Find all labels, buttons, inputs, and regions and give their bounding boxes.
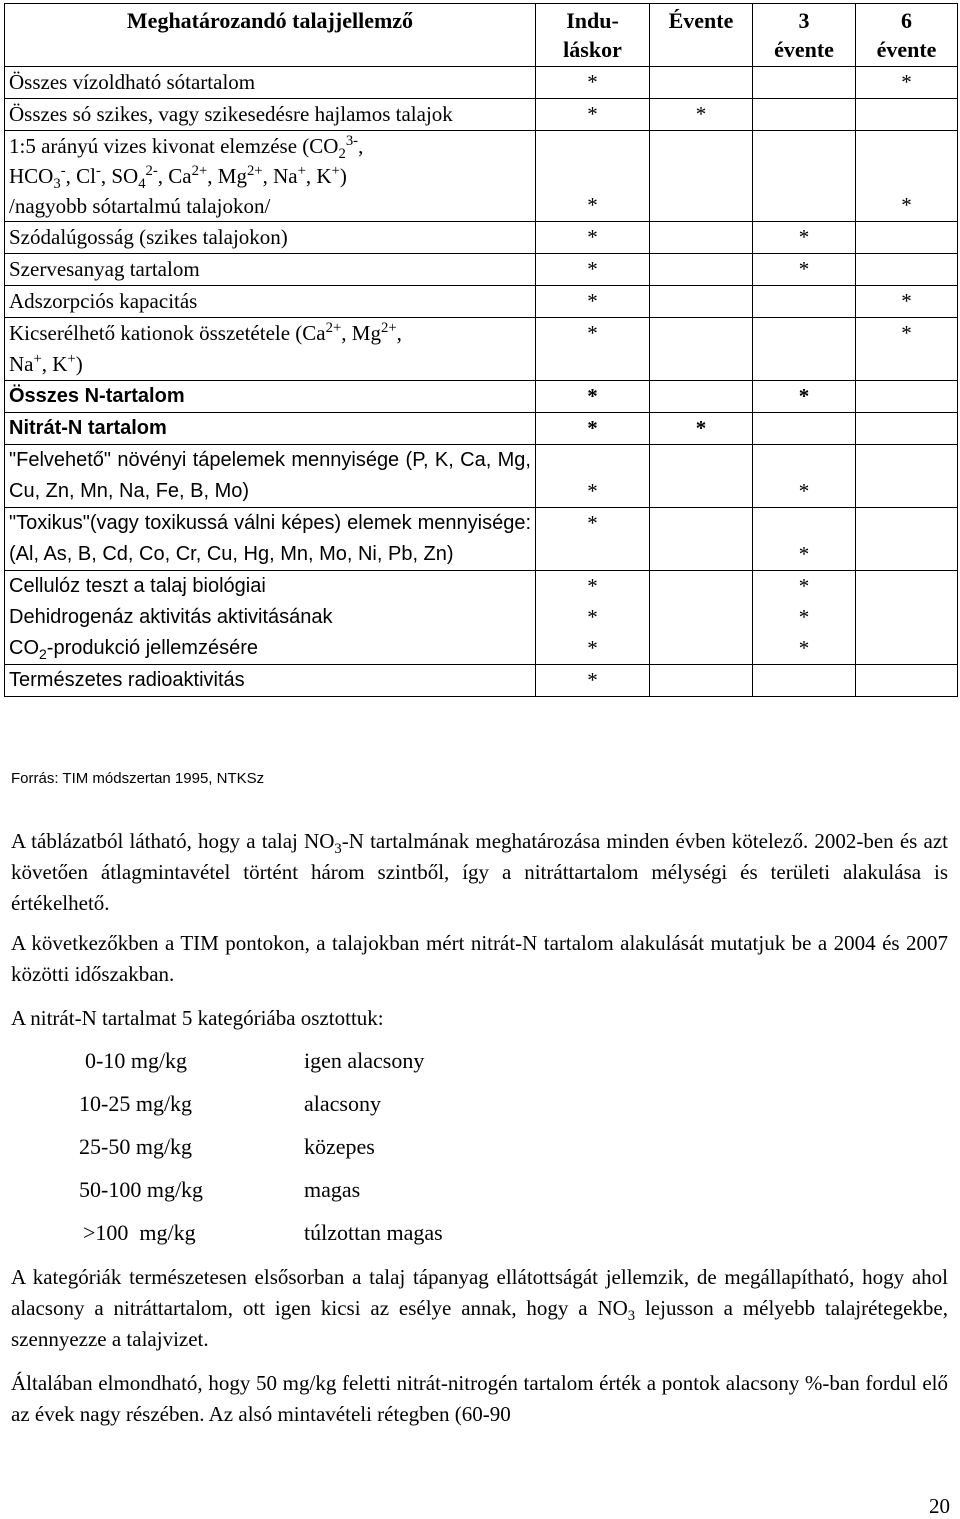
header-parameter: Meghatározandó talajjellemző — [5, 4, 536, 67]
table-header-row — [5, 4, 958, 67]
row-label: Kicserélhető kationok összetétele ($Ca^{2+}$, $Mg^{2+}$, Na+, K+) — [5, 318, 536, 381]
cell-initial: * — [536, 413, 650, 445]
cell-initial: * — [536, 254, 650, 286]
paragraph-2: A következőkben a TIM pontokon, a talajokban mért nitrát-N tartalom alakulását mutatjuk be a 2004 és 2007 közötti időszakban. — [11, 931, 948, 986]
table-row — [5, 254, 958, 286]
paragraph-5: Általában elmondható, hogy 50 mg/kg feletti nitrát-nitrogén tartalom érték a pontok alacsony %-ban fordul elő az évek nagy részében. Az alsó mintavételi rétegben (60-90 — [11, 1371, 948, 1426]
table-row — [5, 131, 958, 222]
table-row — [5, 508, 958, 571]
paragraph-4: A kategóriák természetesen elsősorban a talaj tápanyag ellátottságát jellemzik, de megállapítható, hogy ahol alacsony a nitráttartalom, ott igen kicsi az esélye annak, hogy a $NO_3$ lejusson a mélyebb talajrétegekbe, szennyezze a talajvizet. — [11, 1265, 948, 1351]
row-label: Adszorpciós kapacitás — [5, 286, 536, 318]
cell-yearly — [650, 131, 753, 222]
cell-yearly — [650, 222, 753, 254]
cell-initial: * — [536, 381, 650, 413]
table-row — [5, 286, 958, 318]
cell-initial: * — [536, 445, 650, 508]
soil-parameters-table — [4, 3, 958, 697]
category-range: 0-10 mg/kg — [85, 1048, 188, 1073]
cell-initial: * — [536, 318, 650, 381]
cell-yearly — [650, 665, 753, 697]
row-label: Összes vízoldható sótartalom — [5, 67, 536, 99]
paragraph-3: A nitrát-N tartalmat 5 kategóriába osztottuk: — [11, 1006, 384, 1030]
category-label: magas — [304, 1177, 361, 1202]
cell-6-yearly — [856, 254, 958, 286]
header-initial: Indu- láskor — [536, 4, 650, 67]
header-6-yearly: 6 évente — [856, 4, 958, 67]
cell-6-yearly: * — [856, 318, 958, 381]
table-row — [5, 99, 958, 131]
cell-6-yearly — [856, 222, 958, 254]
row-label: Összes só szikes, vagy szikesedésre hajlamos talajok — [5, 99, 536, 131]
category-label: túlzottan magas — [304, 1220, 443, 1245]
cell-initial: * — [536, 286, 650, 318]
cell-6-yearly — [856, 99, 958, 131]
cell-initial: * — [536, 222, 650, 254]
cell-yearly — [650, 318, 753, 381]
cell-3-yearly: * * * — [753, 571, 856, 665]
row-label: Cellulóz teszt a talaj biológiai Dehidrogenáz aktivitás aktivitásának $CO_2$-produkció jellemzésére — [5, 571, 536, 665]
table-row — [5, 222, 958, 254]
table-row — [5, 67, 958, 99]
cell-yearly — [650, 286, 753, 318]
cell-yearly — [650, 254, 753, 286]
table-row — [5, 318, 958, 381]
cell-6-yearly: * — [856, 131, 958, 222]
table-row — [5, 571, 958, 665]
cell-6-yearly: * — [856, 286, 958, 318]
row-label: Szódalúgosság (szikes talajokon) — [5, 222, 536, 254]
table-row — [5, 413, 958, 445]
cell-initial: * — [536, 131, 650, 222]
category-range: 50-100 mg/kg — [79, 1177, 204, 1202]
row-label: Összes N-tartalom — [5, 381, 536, 413]
cell-6-yearly — [856, 413, 958, 445]
paragraph-1: A táblázatból látható, hogy a talaj $NO_3-N$ tartalmának meghatározása minden évben kötelező. 2002-ben és azt követően átlagmintavétel történt három szintből, így a nitráttartalom mélységi és területi alakulása is értékelhető. — [11, 829, 949, 915]
cell-3-yearly: * — [753, 508, 856, 571]
category-label: alacsony — [304, 1091, 381, 1116]
cell-initial: * * * — [536, 571, 650, 665]
cell-yearly — [650, 67, 753, 99]
table-row — [5, 665, 958, 697]
category-range: 25-50 mg/kg — [79, 1134, 193, 1159]
cell-yearly: * — [650, 413, 753, 445]
cell-yearly — [650, 571, 753, 665]
table-row — [5, 445, 958, 508]
cell-initial: * — [536, 67, 650, 99]
cell-3-yearly — [753, 286, 856, 318]
cell-3-yearly — [753, 67, 856, 99]
category-range: >100 mg/kg — [83, 1220, 196, 1245]
table-source-note: Forrás: TIM módszertan 1995, NTKSz — [11, 770, 265, 787]
cell-initial: * — [536, 665, 650, 697]
cell-3-yearly: * — [753, 445, 856, 508]
category-label: közepes — [304, 1134, 375, 1159]
row-label: Természetes radioaktivitás — [5, 665, 536, 697]
cell-3-yearly: * — [753, 254, 856, 286]
cell-6-yearly: * — [856, 67, 958, 99]
cell-yearly — [650, 508, 753, 571]
cell-3-yearly — [753, 99, 856, 131]
cell-6-yearly — [856, 665, 958, 697]
cell-3-yearly: * — [753, 381, 856, 413]
cell-yearly — [650, 445, 753, 508]
cell-3-yearly: * — [753, 222, 856, 254]
header-3-yearly: 3 évente — [753, 4, 856, 67]
header-yearly: Évente — [650, 4, 753, 67]
row-label: 1:5 arányú vizes kivonat elemzése ($CO_2^{3-}$, $HCO_3^-$, Cl-, $SO_4^{2-}$, $Ca^{2+}$, $Mg^{2+}$, Na+, K+) /nagyobb sótartalmú talajokon/ — [5, 131, 536, 222]
cell-3-yearly — [753, 665, 856, 697]
row-label: Szervesanyag tartalom — [5, 254, 536, 286]
table-row — [5, 381, 958, 413]
cell-yearly — [650, 381, 753, 413]
cell-6-yearly — [856, 381, 958, 413]
cell-6-yearly — [856, 508, 958, 571]
row-label: "Felvehető" növényi tápelemek mennyisége (P, K, Ca, Mg, Cu, Zn, Mn, Na, Fe, B, Mo) — [5, 445, 536, 508]
cell-initial: * — [536, 508, 650, 571]
cell-3-yearly — [753, 131, 856, 222]
cell-initial: * — [536, 99, 650, 131]
cell-yearly: * — [650, 99, 753, 131]
cell-3-yearly — [753, 318, 856, 381]
cell-6-yearly — [856, 445, 958, 508]
row-label: "Toxikus"(vagy toxikussá válni képes) elemek mennyisége:(Al, As, B, Cd, Co, Cr, Cu, Hg, Mn, Mo, Ni, Pb, Zn) — [5, 508, 536, 571]
category-range: 10-25 mg/kg — [79, 1091, 193, 1116]
cell-3-yearly — [753, 413, 856, 445]
page-number: 20 — [929, 1494, 950, 1518]
cell-6-yearly — [856, 571, 958, 665]
category-label: igen alacsony — [304, 1048, 425, 1073]
row-label: Nitrát-N tartalom — [5, 413, 536, 445]
